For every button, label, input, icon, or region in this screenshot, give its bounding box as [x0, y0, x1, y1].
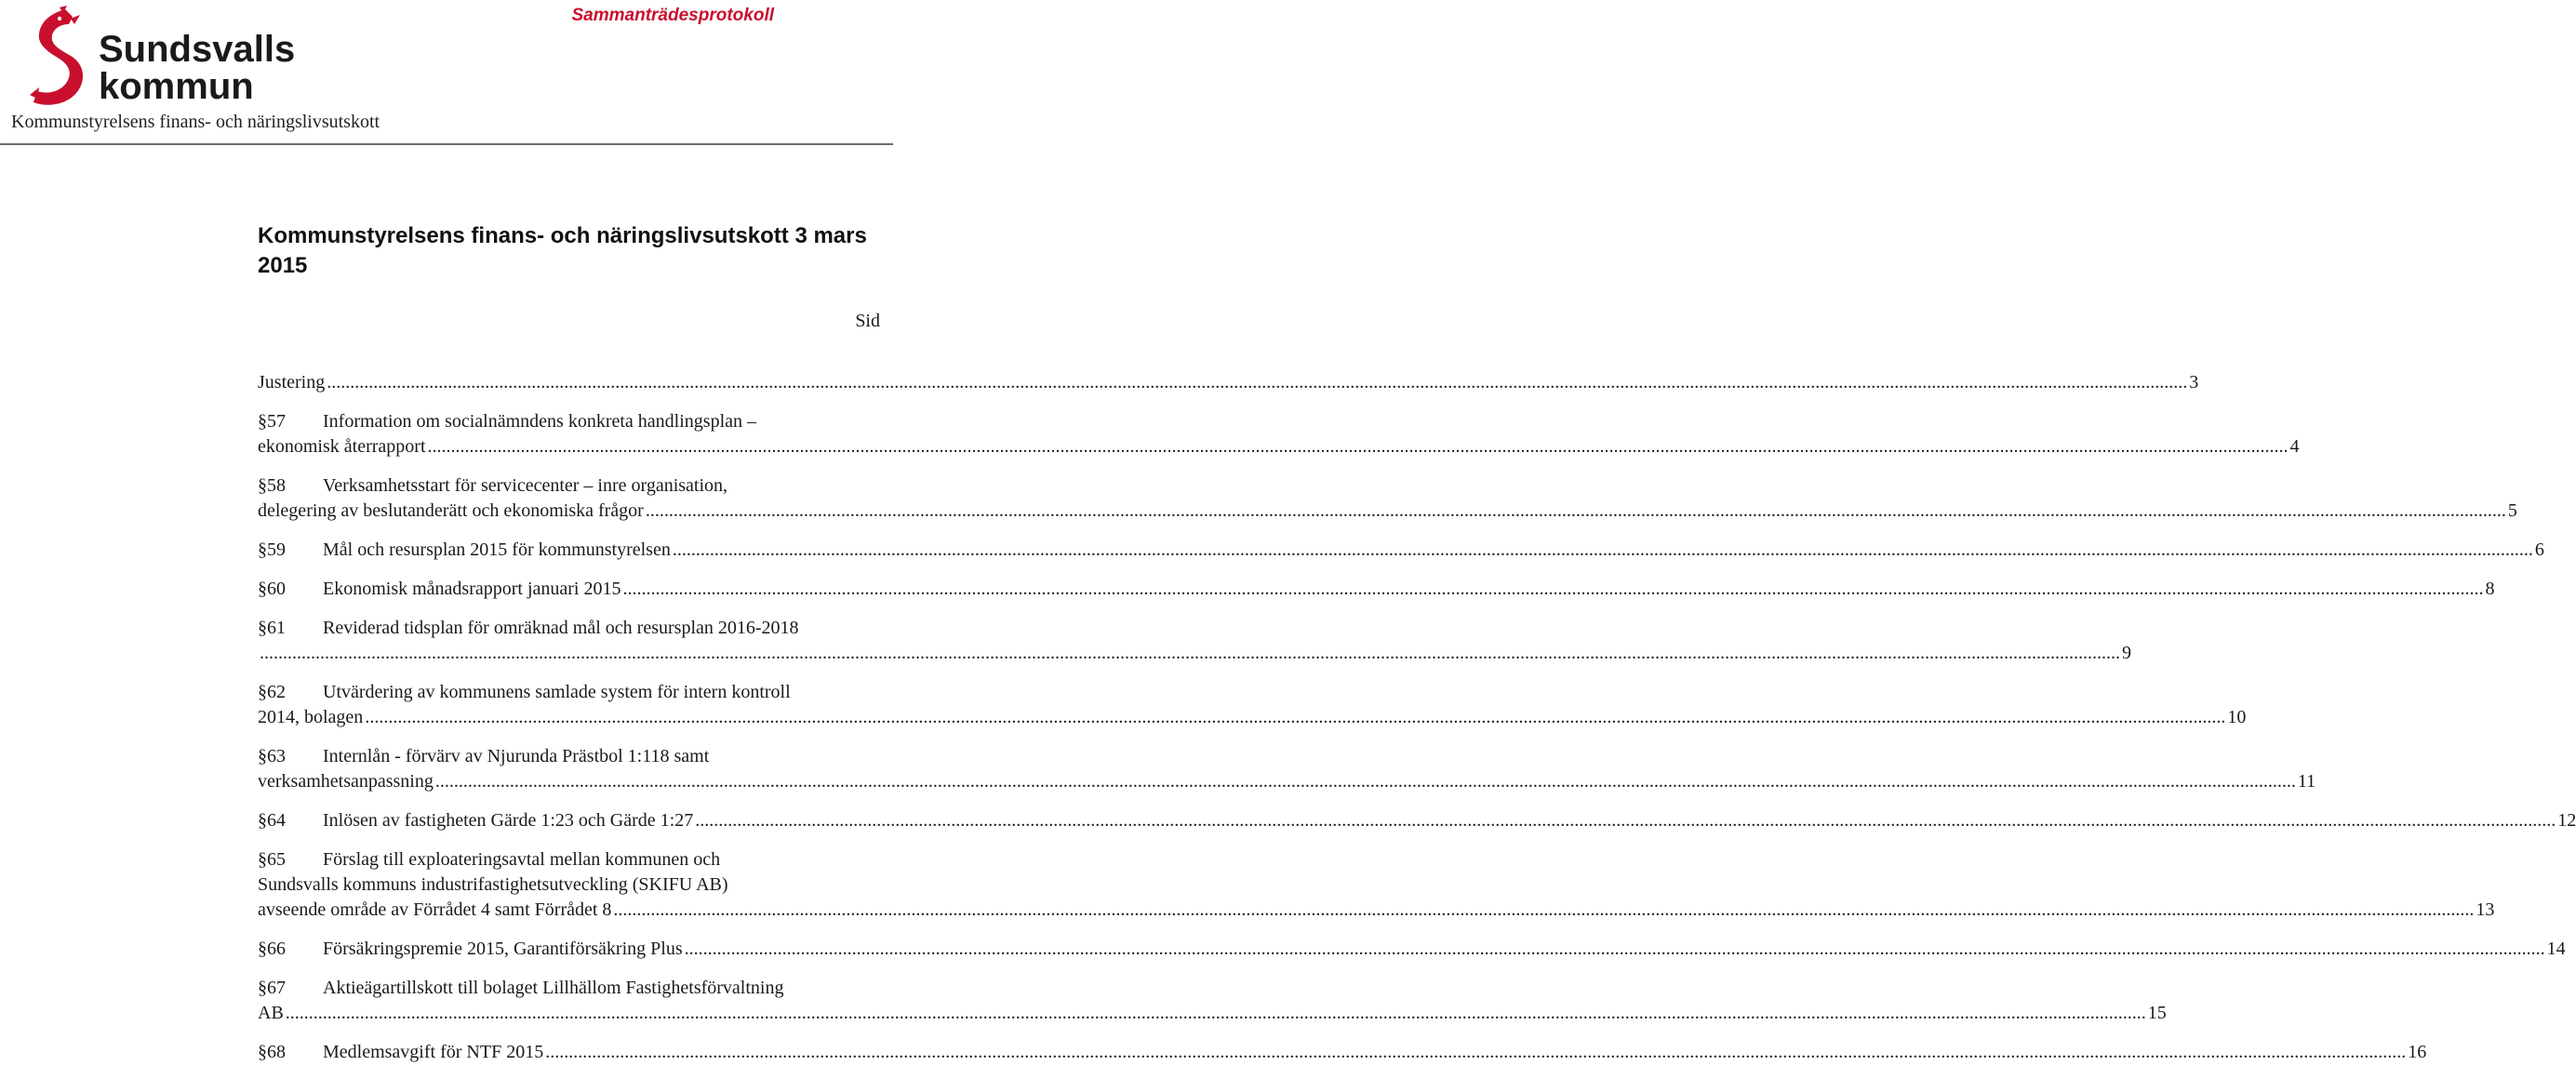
toc-entry-title-line — [258, 744, 881, 769]
toc-entry-title — [258, 1001, 284, 1026]
toc-entry-title — [258, 499, 644, 524]
toc-page-number: 11 — [2297, 771, 2316, 792]
toc-entry-text: Försäkringspremie 2015, Garantiförsäkring Plus — [323, 939, 683, 959]
toc-entry-text: 2014, bolagen — [258, 707, 364, 727]
toc-section-number: §57 — [258, 411, 286, 432]
toc-page-number: 12 — [2557, 810, 2576, 831]
toc-entry-title-line — [258, 847, 881, 873]
logo-word-sundsvalls: Sundsvalls — [99, 29, 296, 70]
toc-section-number: §62 — [258, 682, 286, 702]
toc-entry-text: Medlemsavgift för NTF 2015 — [323, 1042, 544, 1062]
toc-entry-title — [258, 898, 611, 923]
toc-page-number: 16 — [2408, 1042, 2427, 1062]
toc-dot-leader: ................................................................................................................................................................................................................................................................................................................................................................................................................ — [365, 707, 2226, 727]
toc-entry-title: Internlån - förvärv av Njurunda Prästbol 1:118 samt — [323, 746, 710, 766]
toc-entry-text: delegering av beslutanderätt och ekonomiska frågor — [258, 500, 644, 521]
toc-entry-title — [258, 937, 683, 962]
toc-leader-line — [258, 808, 2576, 833]
toc-entry-text: Ekonomisk månadsrapport januari 2015 — [323, 579, 621, 599]
logo-word-kommun: kommun — [99, 66, 254, 107]
toc-page-number: 14 — [2546, 939, 2566, 959]
toc-page-number: 9 — [2122, 643, 2131, 663]
toc-dot-leader: ................................................................................................................................................................................................................................................................................................................................................................................................................ — [545, 1042, 2407, 1062]
toc-entry-title-line — [258, 976, 881, 1001]
toc-entry-title-line — [258, 409, 881, 434]
toc-entry-title — [258, 434, 426, 460]
header-divider — [0, 143, 893, 145]
toc-entry-text: Inlösen av fastigheten Gärde 1:23 och Gärde 1:27 — [323, 810, 694, 831]
toc-page-number: 15 — [2147, 1003, 2167, 1023]
sundsvalls-kommun-logo — [17, 6, 296, 108]
toc-leader-line — [258, 1040, 2427, 1065]
toc-leader-line — [258, 641, 2131, 666]
toc-entry[interactable] — [258, 976, 2167, 1026]
toc-entry-text: Mål och resursplan 2015 för kommunstyrelsen — [323, 540, 671, 560]
toc-leader-line — [258, 898, 2495, 923]
toc-entry-title: Förslag till exploateringsavtal mellan kommunen och — [323, 849, 721, 870]
toc-entry-title — [258, 808, 693, 833]
toc-section-number: §66 — [258, 939, 286, 959]
toc-page-number: 5 — [2507, 500, 2517, 521]
toc-entry[interactable] — [258, 616, 2131, 666]
toc-dot-leader: ................................................................................................................................................................................................................................................................................................................................................................................................................ — [285, 1003, 2146, 1023]
toc-entry-title: Aktieägartillskott till bolaget Lillhällom Fastighetsförvaltning — [323, 978, 784, 998]
toc-page-number: 3 — [2189, 372, 2199, 393]
toc-dot-leader: ................................................................................................................................................................................................................................................................................................................................................................................................................ — [645, 500, 2506, 521]
toc-section-number: §60 — [258, 579, 286, 599]
toc-entry[interactable] — [258, 577, 2495, 602]
toc-page-number: 10 — [2227, 707, 2247, 727]
toc-leader-line — [258, 1001, 2167, 1026]
toc-leader-line — [258, 769, 2316, 794]
page-column-header: Sid — [855, 311, 880, 331]
toc-section-number: §67 — [258, 978, 286, 998]
toc-dot-leader: ................................................................................................................................................................................................................................................................................................................................................................................................................ — [434, 771, 2296, 792]
toc-entry[interactable] — [258, 680, 2247, 730]
toc-entry[interactable] — [258, 473, 2517, 524]
toc-section-number: §59 — [258, 540, 286, 560]
toc-entry[interactable] — [258, 409, 2300, 460]
toc-entry-title — [258, 769, 434, 794]
toc-entry-title-line — [258, 873, 881, 898]
document-type: Sammanträdesprotokoll — [571, 6, 774, 25]
toc-dot-leader: ................................................................................................................................................................................................................................................................................................................................................................................................................ — [684, 939, 2545, 959]
toc-section-number: §68 — [258, 1042, 286, 1062]
toc-page-number: 8 — [2485, 579, 2495, 599]
toc-leader-line — [258, 577, 2495, 602]
toc-page-number: 6 — [2534, 540, 2544, 560]
toc-entry-title — [258, 705, 363, 730]
toc-leader-line — [258, 538, 2544, 563]
toc-entry[interactable] — [258, 370, 2199, 395]
toc-dot-leader: ................................................................................................................................................................................................................................................................................................................................................................................................................ — [613, 899, 2475, 920]
toc-dot-leader: ................................................................................................................................................................................................................................................................................................................................................................................................................ — [672, 540, 2533, 560]
page-title: Kommunstyrelsens finans- och näringslivsutskott 3 mars 2015 — [258, 223, 867, 278]
toc-entry-title — [258, 370, 325, 395]
toc-page-number: 13 — [2476, 899, 2495, 920]
toc-section-number: §63 — [258, 746, 286, 766]
toc-dot-leader: ................................................................................................................................................................................................................................................................................................................................................................................................................ — [427, 436, 2289, 457]
toc-entry-text: avseende område av Förrådet 4 samt Förrådet 8 — [258, 899, 612, 920]
toc-entry-text: verksamhetsanpassning — [258, 771, 434, 792]
toc-section-number: §65 — [258, 849, 286, 870]
toc-dot-leader: ................................................................................................................................................................................................................................................................................................................................................................................................................ — [327, 372, 2188, 393]
toc-section-number: §61 — [258, 618, 286, 638]
toc-entry-text: AB — [258, 1003, 284, 1023]
toc-entry-title: Verksamhetsstart för servicecenter – inre organisation, — [323, 475, 728, 496]
toc-section-number: §64 — [258, 810, 286, 831]
toc-entry-title: Utvärdering av kommunens samlade system för intern kontroll — [323, 682, 791, 702]
toc-page-number: 4 — [2289, 436, 2300, 457]
toc-entry[interactable] — [258, 937, 2566, 962]
toc-dot-leader: ................................................................................................................................................................................................................................................................................................................................................................................................................ — [695, 810, 2556, 831]
toc-entry-title-line — [258, 616, 881, 641]
toc-entry-title-line — [258, 680, 881, 705]
toc-entry[interactable] — [258, 744, 2316, 794]
dragon-s-emblem-icon — [30, 6, 83, 105]
toc-entry-title — [258, 538, 671, 563]
toc-entry-text: Justering — [258, 372, 326, 393]
toc-section-number: §58 — [258, 475, 286, 496]
toc-leader-line — [258, 937, 2566, 962]
toc-dot-leader: ................................................................................................................................................................................................................................................................................................................................................................................................................ — [622, 579, 2484, 599]
toc-entry-title-line — [258, 473, 881, 499]
toc-entry-title: Information om socialnämndens konkreta handlingsplan – — [323, 411, 757, 432]
toc-entry-title — [258, 577, 621, 602]
toc-entry-text: ekonomisk återrapport — [258, 436, 426, 457]
toc-leader-line — [258, 434, 2300, 460]
toc-leader-line — [258, 705, 2247, 730]
toc-dot-leader: ................................................................................................................................................................................................................................................................................................................................................................................................................ — [260, 643, 2120, 663]
toc-entry[interactable] — [258, 847, 2495, 923]
toc-leader-line — [258, 499, 2517, 524]
toc-leader-line — [258, 370, 2199, 395]
toc-entry[interactable] — [258, 808, 2576, 833]
toc-entry[interactable] — [258, 538, 2544, 563]
toc-entry-title: Reviderad tidsplan för omräknad mål och resursplan 2016-2018 — [323, 618, 799, 638]
toc-entry-title: Sundsvalls kommuns industrifastighetsutveckling (SKIFU AB) — [258, 874, 728, 895]
committee-name: Kommunstyrelsens finans- och näringslivsutskott — [11, 112, 380, 132]
toc-entry[interactable] — [258, 1040, 2427, 1065]
toc-entry-title — [258, 1040, 543, 1065]
table-of-contents — [258, 370, 2576, 1079]
